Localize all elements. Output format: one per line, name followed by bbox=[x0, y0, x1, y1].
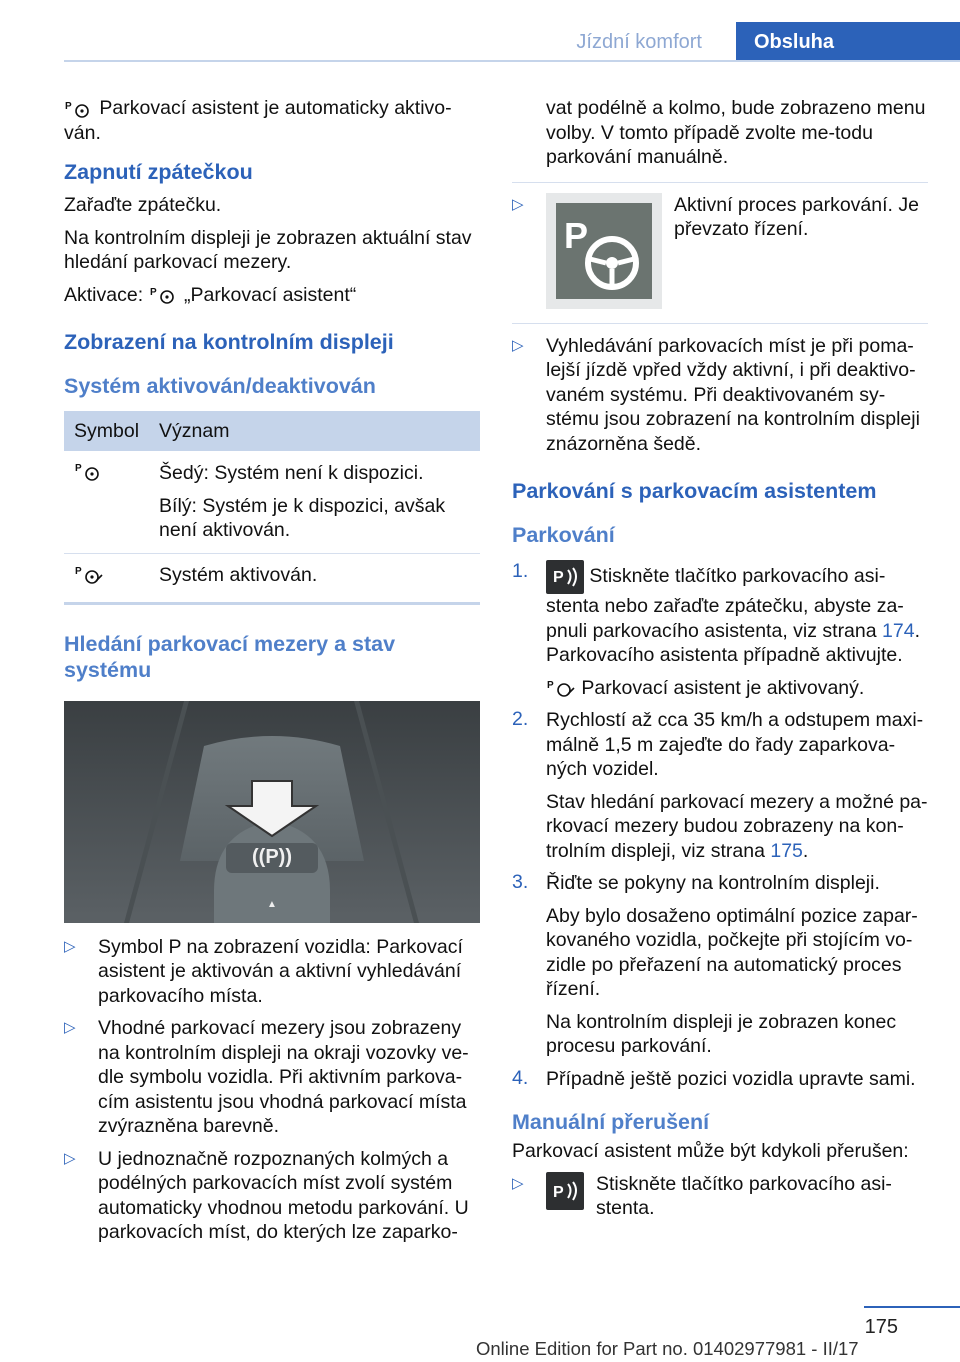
right-column bbox=[512, 96, 928, 1229]
page-header bbox=[0, 0, 960, 62]
bullet-text: Vhodné parkovací mezery jsou zobrazeny na kontrolním displeji na okraji vozovky ve‐dle symbolu vozidla. Při aktivním parkova‐cím asistentu jsou vhodná parkovací místa zvýrazněna barevně. bbox=[98, 1017, 469, 1137]
step-body bbox=[546, 560, 928, 700]
step-number: 1. bbox=[512, 560, 529, 582]
intro-paragraph bbox=[64, 96, 480, 145]
parking-display-image bbox=[64, 701, 480, 923]
parking-assistant-icon bbox=[64, 99, 94, 119]
header-rule bbox=[64, 60, 960, 62]
bullet-marker: ▷ bbox=[64, 1149, 76, 1167]
step-sub bbox=[546, 676, 928, 701]
step-body bbox=[546, 708, 928, 863]
step-body bbox=[546, 871, 928, 1059]
step-sub-text: Parkovací asistent je aktivovaný. bbox=[581, 676, 865, 699]
step-sub-text: Stav hledání parkovací mezery a možné pa‐rkovací mezery budou zobrazeny na kon‐trolním displeji, viz strana bbox=[546, 790, 928, 862]
reverse-text-1: Zařaďte zpátečku. bbox=[64, 194, 222, 216]
parking-button-icon bbox=[546, 1172, 584, 1210]
list-item bbox=[512, 193, 928, 309]
bullet-marker: ▷ bbox=[64, 1019, 76, 1036]
step-number: 3. bbox=[512, 871, 529, 893]
table-header-row bbox=[64, 411, 480, 451]
intro-text: Parkovací asistent je automaticky aktivo‐ván. bbox=[64, 97, 452, 144]
heading-parking: Parkování bbox=[512, 523, 615, 547]
step-text bbox=[546, 560, 928, 668]
svg-text:P: P bbox=[553, 1183, 564, 1201]
list-item bbox=[512, 1172, 928, 1221]
bullet-text: Vyhledávání parkovacích míst je při poma‐lejší jízdě vpřed vždy aktivní, i při deaktivo‐vaném systému. Při deaktivovaném sy‐stému jsou zobrazení na kontrolním displeji znázorněna šedě. bbox=[546, 334, 920, 455]
bullet-text: Symbol P na zobrazení vozidla: Parkovací asistent je aktivován a aktivní vyhledávání parkovacího místa. bbox=[98, 935, 463, 1007]
table-cell-symbol bbox=[64, 451, 149, 553]
list-item bbox=[64, 935, 480, 1009]
step-item bbox=[512, 708, 928, 863]
page-link-175[interactable]: 175 bbox=[770, 839, 803, 862]
svg-text:▲: ▲ bbox=[267, 898, 277, 910]
svg-text:((P)): ((P)) bbox=[252, 845, 292, 868]
meaning-grey: Šedý: Systém není k dispozici. bbox=[159, 462, 424, 484]
step-number: 4. bbox=[512, 1066, 529, 1089]
page-number: 175 bbox=[864, 1316, 898, 1338]
svg-text:P: P bbox=[564, 214, 589, 256]
svg-text:P: P bbox=[75, 463, 82, 474]
svg-text:P: P bbox=[547, 680, 554, 692]
bullet-marker: ▷ bbox=[512, 1174, 524, 1192]
table-header-symbol: Symbol bbox=[64, 411, 149, 451]
divider bbox=[512, 323, 928, 324]
activation-label: Aktivace: bbox=[64, 283, 144, 306]
parking-assistant-active-icon bbox=[74, 564, 104, 586]
bullet-marker: ▷ bbox=[512, 195, 524, 213]
heading-system: Systém aktivován/deaktivován bbox=[64, 374, 376, 398]
heading-parking-with: Parkování s parkovacím asistentem bbox=[512, 479, 877, 503]
footer-rule bbox=[864, 1306, 960, 1308]
table-cell-meaning bbox=[149, 451, 480, 553]
heading-search: Hledání parkovací mezery a stav systému bbox=[64, 631, 396, 682]
meaning-white: Bílý: Systém je k dispozici, avšak není aktivován. bbox=[159, 494, 446, 541]
parking-assistant-icon bbox=[74, 461, 104, 483]
step-sub: Na kontrolním displeji je zobrazen konec procesu parkování. bbox=[546, 1010, 897, 1057]
activation-line bbox=[64, 283, 480, 308]
parking-button-icon bbox=[546, 560, 584, 594]
symbol-table bbox=[64, 411, 480, 605]
bullet-marker: ▷ bbox=[512, 336, 524, 354]
heading-manual: Manuální přerušení bbox=[512, 1110, 710, 1134]
bullet-text: Aktivní proces parkování. Je převzato řízení. bbox=[674, 193, 919, 240]
svg-text:P: P bbox=[75, 565, 82, 577]
list-item bbox=[512, 334, 928, 457]
left-column bbox=[64, 96, 480, 1253]
table-row bbox=[64, 553, 480, 603]
parking-assistant-active-large-icon bbox=[546, 193, 662, 309]
parking-assistant-icon bbox=[149, 285, 179, 305]
table-cell-meaning: Systém aktivován. bbox=[149, 553, 480, 603]
table-header-meaning: Význam bbox=[149, 411, 480, 451]
reverse-text-2: Na kontrolním displeji je zobrazen aktuální stav hledání parkovací mezery. bbox=[64, 226, 472, 273]
step-number: 2. bbox=[512, 708, 529, 730]
step-text-part: Stiskněte tlačítko parkovacího asi‐stenta nebo zařaďte zpátečku, abyste za‐pnuli parkovacího asistenta, viz strana bbox=[546, 565, 904, 642]
heading-display: Zobrazení na kontrolním displeji bbox=[64, 330, 394, 354]
bullet-text: U jednoznačně rozpoznaných kolmých a podélných parkovacích míst zvolí systém automaticky vhodnou metodu parkování. U parkovacích míst, do kterých lze zaparko‐ bbox=[98, 1147, 469, 1243]
step-sub-end: . bbox=[802, 839, 809, 862]
table-cell-symbol bbox=[64, 553, 149, 603]
bullet-text: Stiskněte tlačítko parkovacího asi‐stenta. bbox=[596, 1172, 892, 1219]
list-item bbox=[64, 1016, 480, 1139]
svg-text:P: P bbox=[149, 287, 157, 299]
step-text: Případně ještě pozici vozidla upravte sami. bbox=[546, 1067, 916, 1090]
bullet-marker: ▷ bbox=[64, 937, 76, 955]
parking-assistant-active-icon bbox=[546, 678, 576, 698]
step-item bbox=[512, 871, 928, 1059]
section-tab: Jízdní komfort bbox=[576, 31, 702, 53]
svg-text:P: P bbox=[553, 569, 564, 586]
chapter-tab: Obsluha bbox=[736, 22, 960, 62]
manual-text: Parkovací asistent může být kdykoli přerušen: bbox=[512, 1140, 909, 1162]
step-text: Rychlostí až cca 35 km/h a odstupem maxi‐málně 1,5 m zajeďte do řady zaparkova‐ných vozidel. bbox=[546, 709, 924, 780]
list-item bbox=[64, 1147, 480, 1245]
continued-text: vat podélně a kolmo, bude zobrazeno menu volby. V tomto případě zvolte me‐todu parkování manuálně. bbox=[546, 97, 926, 168]
activation-value: „Parkovací asistent“ bbox=[183, 283, 357, 306]
step-text-part: . Parkovacího asistenta případně aktivujte. bbox=[546, 619, 920, 666]
step-sub: Aby bylo dosaženo optimální pozice zapar‐kovaného vozidla, počkejte při stojícím vo‐zidle po přeřazení na automatický proces řízení. bbox=[546, 904, 918, 1000]
step-sub bbox=[546, 790, 928, 864]
divider bbox=[512, 182, 928, 183]
page-link-174[interactable]: 174 bbox=[882, 619, 915, 642]
step-item bbox=[512, 560, 928, 700]
step-text: Řiďte se pokyny na kontrolním displeji. bbox=[546, 872, 880, 894]
edition-note: Online Edition for Part no. 01402977981 - II/17 bbox=[476, 1338, 859, 1359]
table-row bbox=[64, 451, 480, 553]
step-item bbox=[512, 1067, 928, 1092]
svg-text:P: P bbox=[65, 100, 72, 112]
heading-reverse: Zapnutí zpátečkou bbox=[64, 160, 253, 184]
